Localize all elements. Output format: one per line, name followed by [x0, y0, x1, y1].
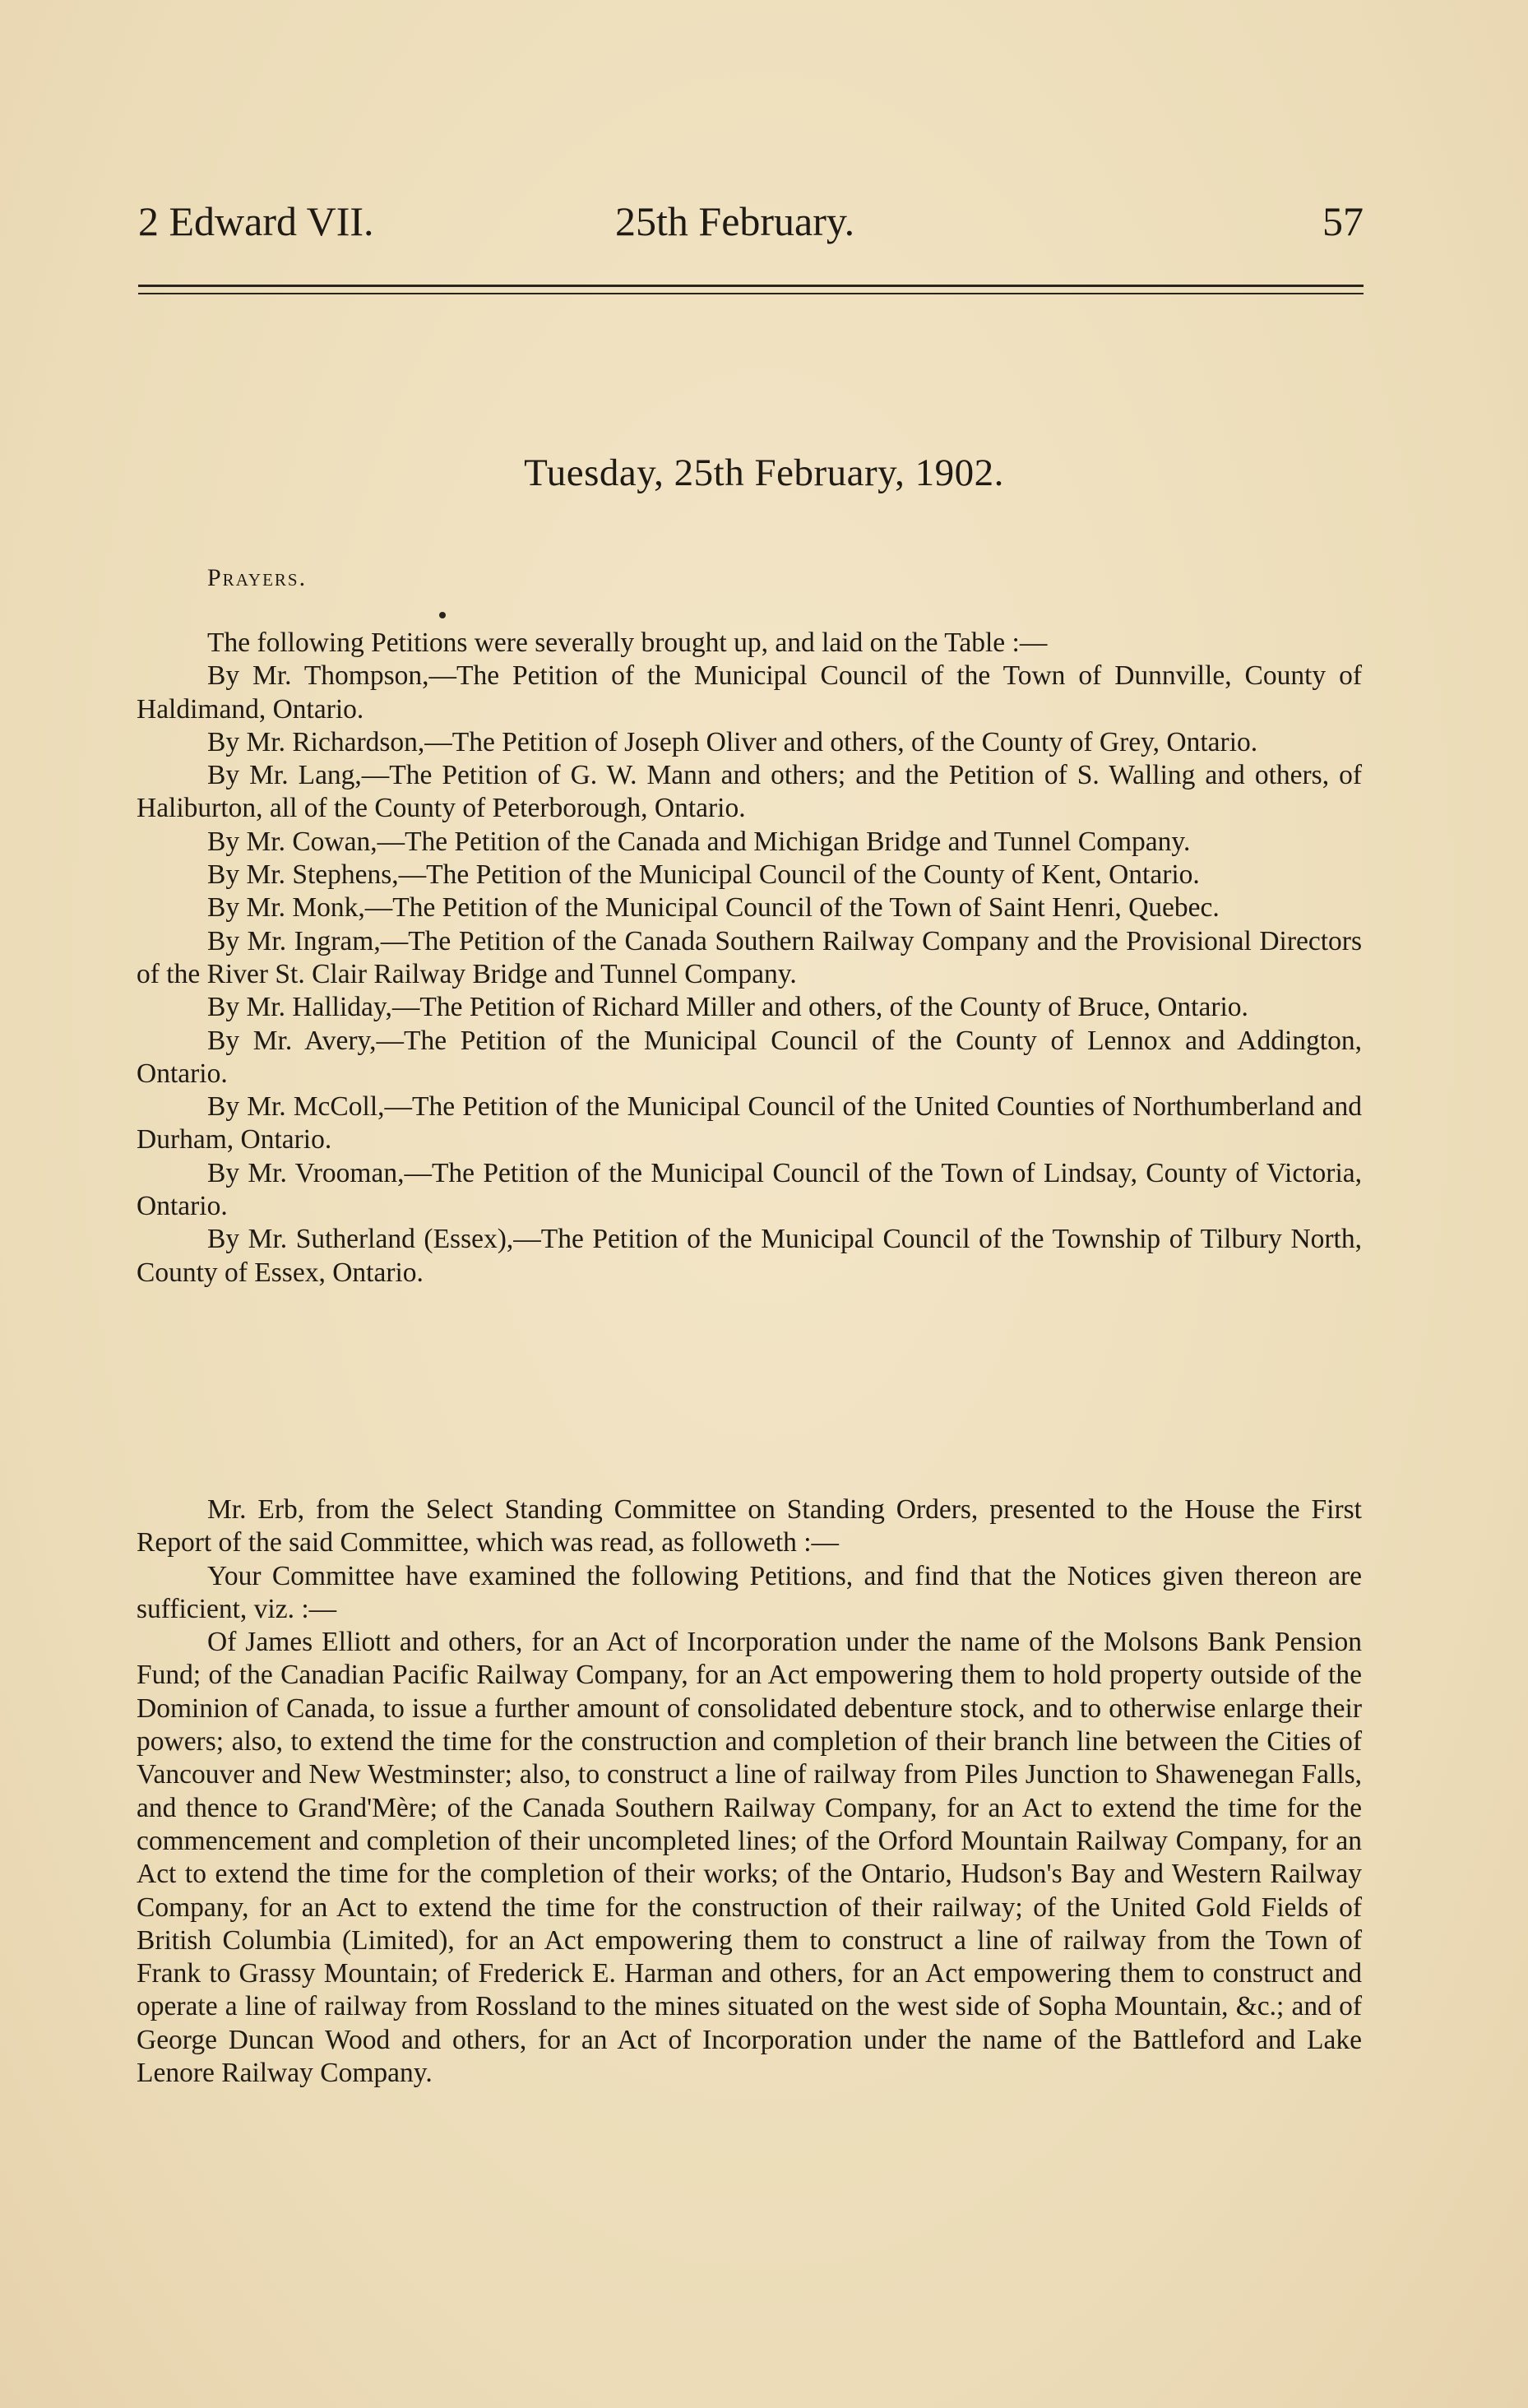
- petition-item: By Mr. Sutherland (Essex),—The Petition of the Municipal Council of the Township of Tilbury North, County of Essex, Ontario.: [137, 1224, 1362, 1288]
- petition-item: By Mr. Richardson,—The Petition of Joseph Oliver and others, of the County of Grey, Ontario.: [207, 726, 1258, 757]
- header-regnal-year: 2 Edward VII.: [138, 198, 374, 244]
- petitions-section: [137, 627, 1362, 1290]
- petitions-intro: The following Petitions were severally brought up, and laid on the Table :—: [207, 627, 1048, 658]
- petition-item: By Mr. Ingram,—The Petition of the Canada Southern Railway Company and the Provisional Directors of the River St. Clair Railway Bridge and Tunnel Company.: [137, 925, 1362, 989]
- header-rule-bottom: [138, 293, 1364, 294]
- prayers-heading: Prayers.: [207, 564, 308, 591]
- petition-item: By Mr. Thompson,—The Petition of the Municipal Council of the Town of Dunnville, County of Haldimand, Ontario.: [137, 660, 1362, 725]
- day-title: Tuesday, 25th February, 1902.: [524, 452, 1004, 494]
- petition-item: By Mr. Lang,—The Petition of G. W. Mann and others; and the Petition of S. Walling and others, of Haliburton, all of the County of Peterborough, Ontario.: [137, 760, 1362, 824]
- petition-item: By Mr. Halliday,—The Petition of Richard Miller and others, of the County of Bruce, Ontario.: [207, 992, 1248, 1023]
- petition-item: By Mr. Monk,—The Petition of the Municipal Council of the Town of Saint Henri, Quebec.: [207, 892, 1220, 924]
- header-rule-top: [138, 285, 1364, 287]
- ink-dot: [439, 612, 446, 618]
- petition-item: By Mr. Stephens,—The Petition of the Municipal Council of the County of Kent, Ontario.: [207, 859, 1200, 891]
- petition-item: By Mr. McColl,—The Petition of the Municipal Council of the United Counties of Northumberland and Durham, Ontario.: [137, 1091, 1362, 1155]
- petition-item: By Mr. Avery,—The Petition of the Municipal Council of the County of Lennox and Addington, Ontario.: [137, 1025, 1362, 1089]
- header-date: 25th February.: [615, 198, 855, 244]
- report-paragraph: Mr. Erb, from the Select Standing Committee on Standing Orders, presented to the House the First Report of the said Committee, which was read, as followeth :—: [137, 1494, 1362, 1558]
- committee-report-section: [137, 1493, 1362, 2090]
- petition-item: By Mr. Vrooman,—The Petition of the Municipal Council of the Town of Lindsay, County of Victoria, Ontario.: [137, 1157, 1362, 1222]
- petition-item: By Mr. Cowan,—The Petition of the Canada and Michigan Bridge and Tunnel Company.: [207, 826, 1191, 857]
- page-number: 57: [1322, 198, 1364, 244]
- report-paragraph: Of James Elliott and others, for an Act of Incorporation under the name of the Molsons Bank Pension Fund; of the Canadian Pacific Railway Company, for an Act empowering them to hold property outside of the Dominion of Canada, to issue a further amount of consolidated debenture stock, and to otherwise enlarge their powers; also, to extend the time for the construction and completion of their branch line between the Cities of Vancouver and New Westminster; also, to construct a line of railway from Piles Junction to Shawenegan Falls, and thence to Grand'Mère; of the Canada Southern Railway Company, for an Act to extend the time for the commencement and completion of their uncompleted lines; of the Orford Mountain Railway Company, for an Act to extend the time for the completion of their works; of the Ontario, Hudson's Bay and Western Railway Company, for an Act to extend the time for the construction of their railway; of the United Gold Fields of British Columbia (Limited), for an Act empowering them to construct a line of railway from the Town of Frank to Grassy Mountain; of Frederick E. Harman and others, for an Act empowering them to construct and operate a line of railway from Rossland to the mines situated on the west side of Sopha Mountain, &c.; and of George Duncan Wood and others, for an Act of Incorporation under the name of the Battleford and Lake Lenore Railway Company.: [137, 1627, 1362, 2089]
- running-header: [138, 197, 1364, 263]
- report-paragraph: Your Committee have examined the following Petitions, and find that the Notices given thereon are sufficient, viz. :—: [137, 1560, 1362, 1624]
